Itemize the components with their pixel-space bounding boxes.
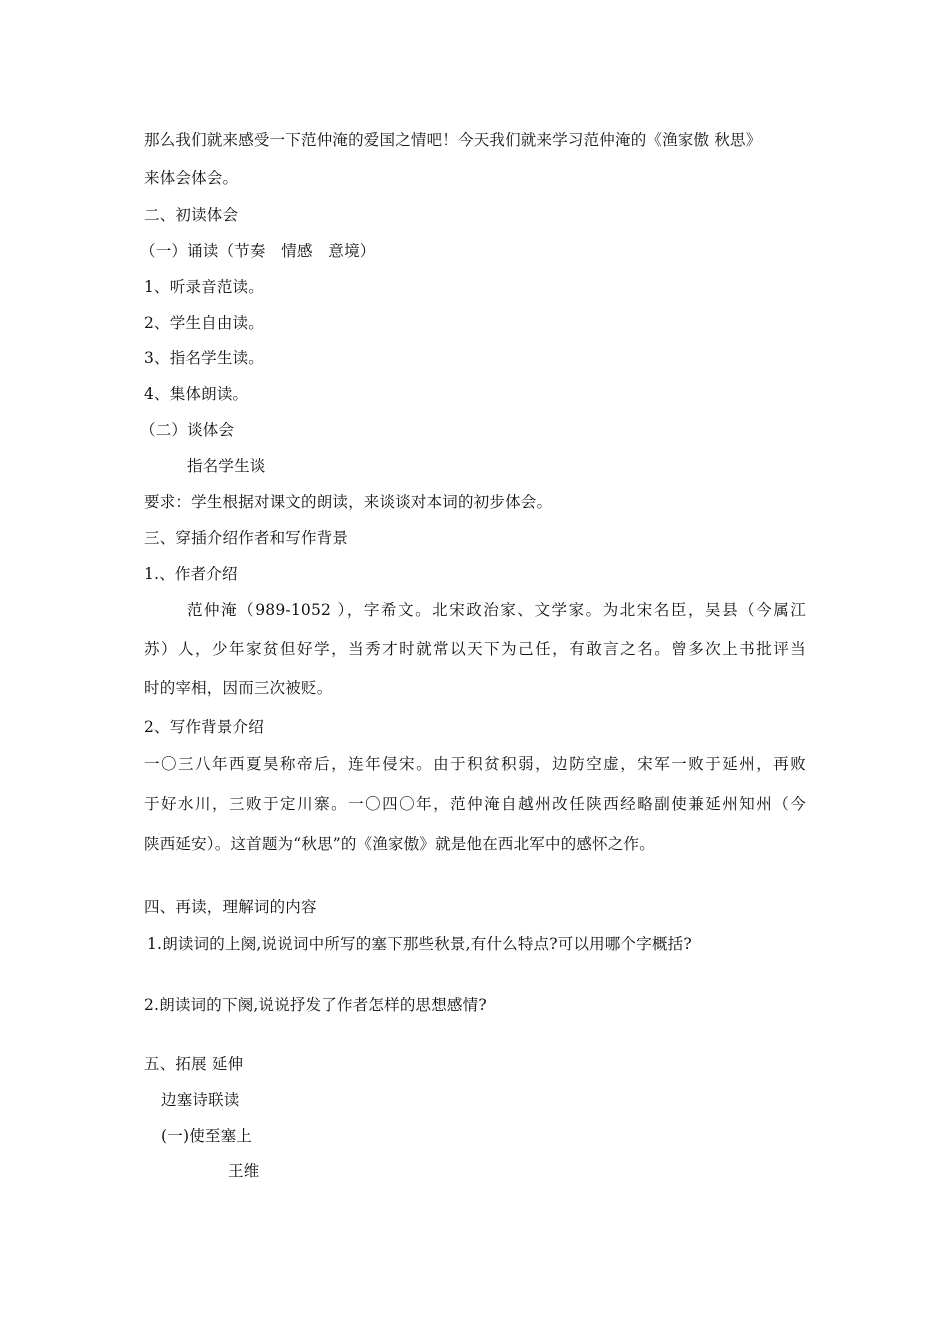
author-paragraph-line-1: 范仲淹（989-1052 ），字希文。北宋政治家、文学家。为北宋名臣，吴县（今属江 — [187, 601, 806, 619]
section-2-title: 二、初读体会 — [144, 206, 239, 224]
author-paragraph-line-3: 时的宰相，因而三次被贬。 — [144, 679, 333, 697]
poem-title: (一)使至塞上 — [161, 1127, 252, 1145]
poem-author: 王维 — [228, 1162, 260, 1180]
author-paragraph-line-2: 苏）人，少年家贫但好学，当秀才时就常以天下为己任，有敢言之名。曾多次上书批评当 — [144, 640, 806, 658]
background-paragraph-line-1: 一〇三八年西夏昊称帝后，连年侵宋。由于积贫积弱，边防空虚，宋军一败于延州，再败 — [144, 755, 806, 773]
section-5-title: 五、拓展 延伸 — [144, 1055, 244, 1073]
section-4-title: 四、再读，理解词的内容 — [144, 898, 317, 916]
sub2-item: 指名学生谈 — [187, 457, 266, 475]
background-heading: 2、写作背景介绍 — [144, 718, 264, 736]
step-4: 4、集体朗读。 — [144, 385, 249, 403]
section-2-subtitle-1: （一）诵读（节奏 情感 意境） — [140, 242, 376, 260]
section-5-subtitle: 边塞诗联读 — [161, 1091, 240, 1109]
step-2: 2、学生自由读。 — [144, 314, 264, 332]
section-2-subtitle-2: （二）谈体会 — [140, 421, 235, 439]
section-3-title: 三、穿插介绍作者和写作背景 — [144, 529, 349, 547]
question-1: 1.朗读词的上阕,说说词中所写的塞下那些秋景,有什么特点?可以用哪个字概括? — [147, 935, 692, 953]
step-3: 3、指名学生读。 — [144, 349, 264, 367]
intro-line-1: 那么我们就来感受一下范仲淹的爱国之情吧！今天我们就来学习范仲淹的《渔家傲 秋思》 — [144, 131, 762, 149]
intro-line-2: 来体会体会。 — [144, 169, 239, 187]
author-heading: 1.、作者介绍 — [144, 565, 238, 583]
question-2: 2.朗读词的下阕,说说抒发了作者怎样的思想感情? — [144, 996, 487, 1014]
requirement: 要求：学生根据对课文的朗读，来谈谈对本词的初步体会。 — [144, 493, 553, 511]
background-paragraph-line-2: 于好水川，三败于定川寨。一〇四〇年，范仲淹自越州改任陕西经略副使兼延州知州（今 — [144, 795, 806, 813]
background-paragraph-line-3: 陕西延安）。这首题为“秋思”的《渔家傲》就是他在西北军中的感怀之作。 — [144, 835, 655, 853]
step-1: 1、听录音范读。 — [144, 278, 264, 296]
